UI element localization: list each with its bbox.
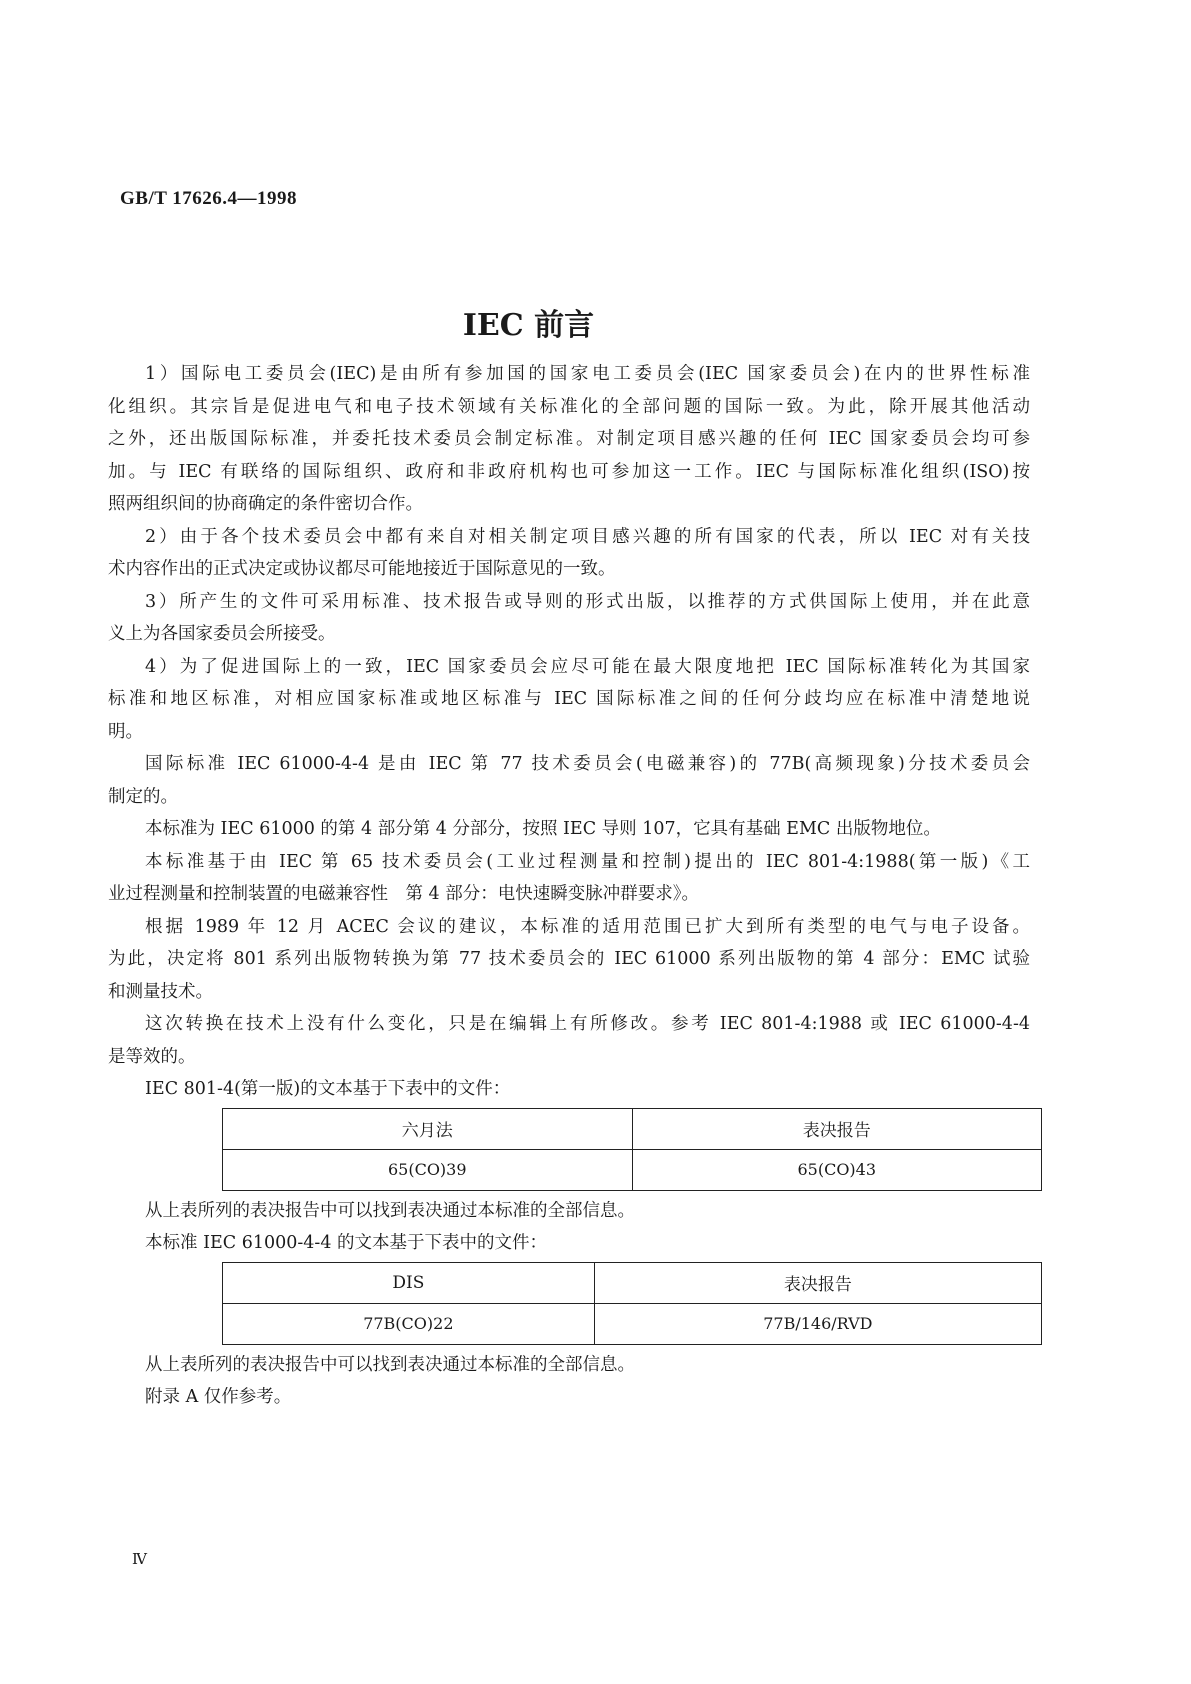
table-2 <box>222 1262 1042 1345</box>
paragraph <box>108 521 1030 586</box>
table-header-cell: 表决报告 <box>632 1108 1042 1149</box>
table-cell: 65(CO)39 <box>223 1149 633 1190</box>
paragraph-line: 是等效的。 <box>108 1046 196 1067</box>
paragraph-line: 2）由于各个技术委员会中都有来自对相关制定项目感兴趣的所有国家的代表，所以 IEC 对有关技 <box>145 526 1030 547</box>
paragraph-line: 这次转换在技术上没有什么变化，只是在编辑上有所修改。参考 IEC 801-4:1988 或 IEC 61000-4-4 <box>145 1014 1030 1034</box>
paragraph-line: 加。与 IEC 有联络的国际组织、政府和非政府机构也可参加这一工作。IEC 与国际标准化组织(ISO)按 <box>108 461 1030 482</box>
paragraph-line: 义上为各国家委员会所接受。 <box>108 624 336 644</box>
paragraph-line: 明。 <box>108 721 143 742</box>
paragraph-line: 业过程测量和控制装置的电磁兼容性 第 4 部分：电快速瞬变脉冲群要求》。 <box>108 884 700 904</box>
table-header-cell: 六月法 <box>223 1108 633 1149</box>
paragraph <box>108 651 1030 749</box>
page-number: Ⅳ <box>132 1550 147 1568</box>
paragraph-line: 术内容作出的正式决定或协议都尽可能地接近于国际意见的一致。 <box>108 559 616 579</box>
paragraph <box>108 813 1030 846</box>
paragraph <box>108 748 1030 813</box>
paragraph-line: 根据 1989 年 12 月 ACEC 会议的建议，本标准的适用范围已扩大到所有类型的电气与电子设备。 <box>145 916 1030 937</box>
paragraph-line: 照两组织间的协商确定的条件密切合作。 <box>108 494 423 514</box>
page-title: IEC 前言 <box>462 308 595 343</box>
paragraphs <box>108 358 1030 1073</box>
paragraph-line: 和测量技术。 <box>108 981 213 1002</box>
paragraph-line: 制定的。 <box>108 786 178 807</box>
annex-note: 附录 A 仅作参考。 <box>145 1387 292 1407</box>
table1-note: 从上表所列的表决报告中可以找到表决通过本标准的全部信息。 <box>145 1200 635 1221</box>
paragraph <box>108 586 1030 651</box>
paragraph-line: 本标准基于由 IEC 第 65 技术委员会(工业过程测量和控制)提出的 IEC 801-4:1988(第一版)《工 <box>145 851 1030 872</box>
standard-number-header: GB/T 17626.4—1998 <box>120 188 298 209</box>
table-row <box>223 1303 1042 1344</box>
table-1 <box>222 1108 1042 1191</box>
document-body <box>108 358 1030 1414</box>
paragraph <box>108 911 1030 1009</box>
table-header-cell: 表决报告 <box>594 1262 1041 1303</box>
table-header-cell: DIS <box>223 1262 595 1303</box>
paragraph-line: 本标准为 IEC 61000 的第 4 部分第 4 分部分，按照 IEC 导则 107，它具有基础 EMC 出版物地位。 <box>145 819 941 839</box>
table-row <box>223 1149 1042 1190</box>
paragraph-line: 1）国际电工委员会(IEC)是由所有参加国的国家电工委员会(IEC 国家委员会)在内的世界性标准 <box>145 364 1030 384</box>
paragraph <box>108 1008 1030 1073</box>
table1-intro: IEC 801-4(第一版)的文本基于下表中的文件： <box>145 1079 511 1099</box>
table2-note: 从上表所列的表决报告中可以找到表决通过本标准的全部信息。 <box>145 1354 635 1375</box>
paragraph-line: 标准和地区标准，对相应国家标准或地区标准与 IEC 国际标准之间的任何分歧均应在标准中清楚地说 <box>108 689 1030 709</box>
table-header-row <box>223 1108 1042 1149</box>
table2-intro: 本标准 IEC 61000-4-4 的文本基于下表中的文件： <box>145 1233 548 1253</box>
paragraph-line: 为此，决定将 801 系列出版物转换为第 77 技术委员会的 IEC 61000 系列出版物的第 4 部分：EMC 试验 <box>108 949 1030 969</box>
table-cell: 65(CO)43 <box>632 1149 1042 1190</box>
table-cell: 77B/146/RVD <box>594 1303 1041 1344</box>
paragraph-line: 国际标准 IEC 61000-4-4 是由 IEC 第 77 技术委员会(电磁兼容)的 77B(高频现象)分技术委员会 <box>145 754 1030 774</box>
paragraph <box>108 846 1030 911</box>
paragraph-line: 之外，还出版国际标准，并委托技术委员会制定标准。对制定项目感兴趣的任何 IEC 国家委员会均可参 <box>108 429 1030 449</box>
paragraph <box>108 358 1030 521</box>
paragraph-line: 3）所产生的文件可采用标准、技术报告或导则的形式出版，以推荐的方式供国际上使用，并在此意 <box>145 591 1030 612</box>
table-cell: 77B(CO)22 <box>223 1303 595 1344</box>
table-header-row <box>223 1262 1042 1303</box>
paragraph-line: 4）为了促进国际上的一致，IEC 国家委员会应尽可能在最大限度地把 IEC 国际标准转化为其国家 <box>145 656 1030 677</box>
paragraph-line: 化组织。其宗旨是促进电气和电子技术领域有关标准化的全部问题的国际一致。为此，除开展其他活动 <box>108 396 1030 417</box>
